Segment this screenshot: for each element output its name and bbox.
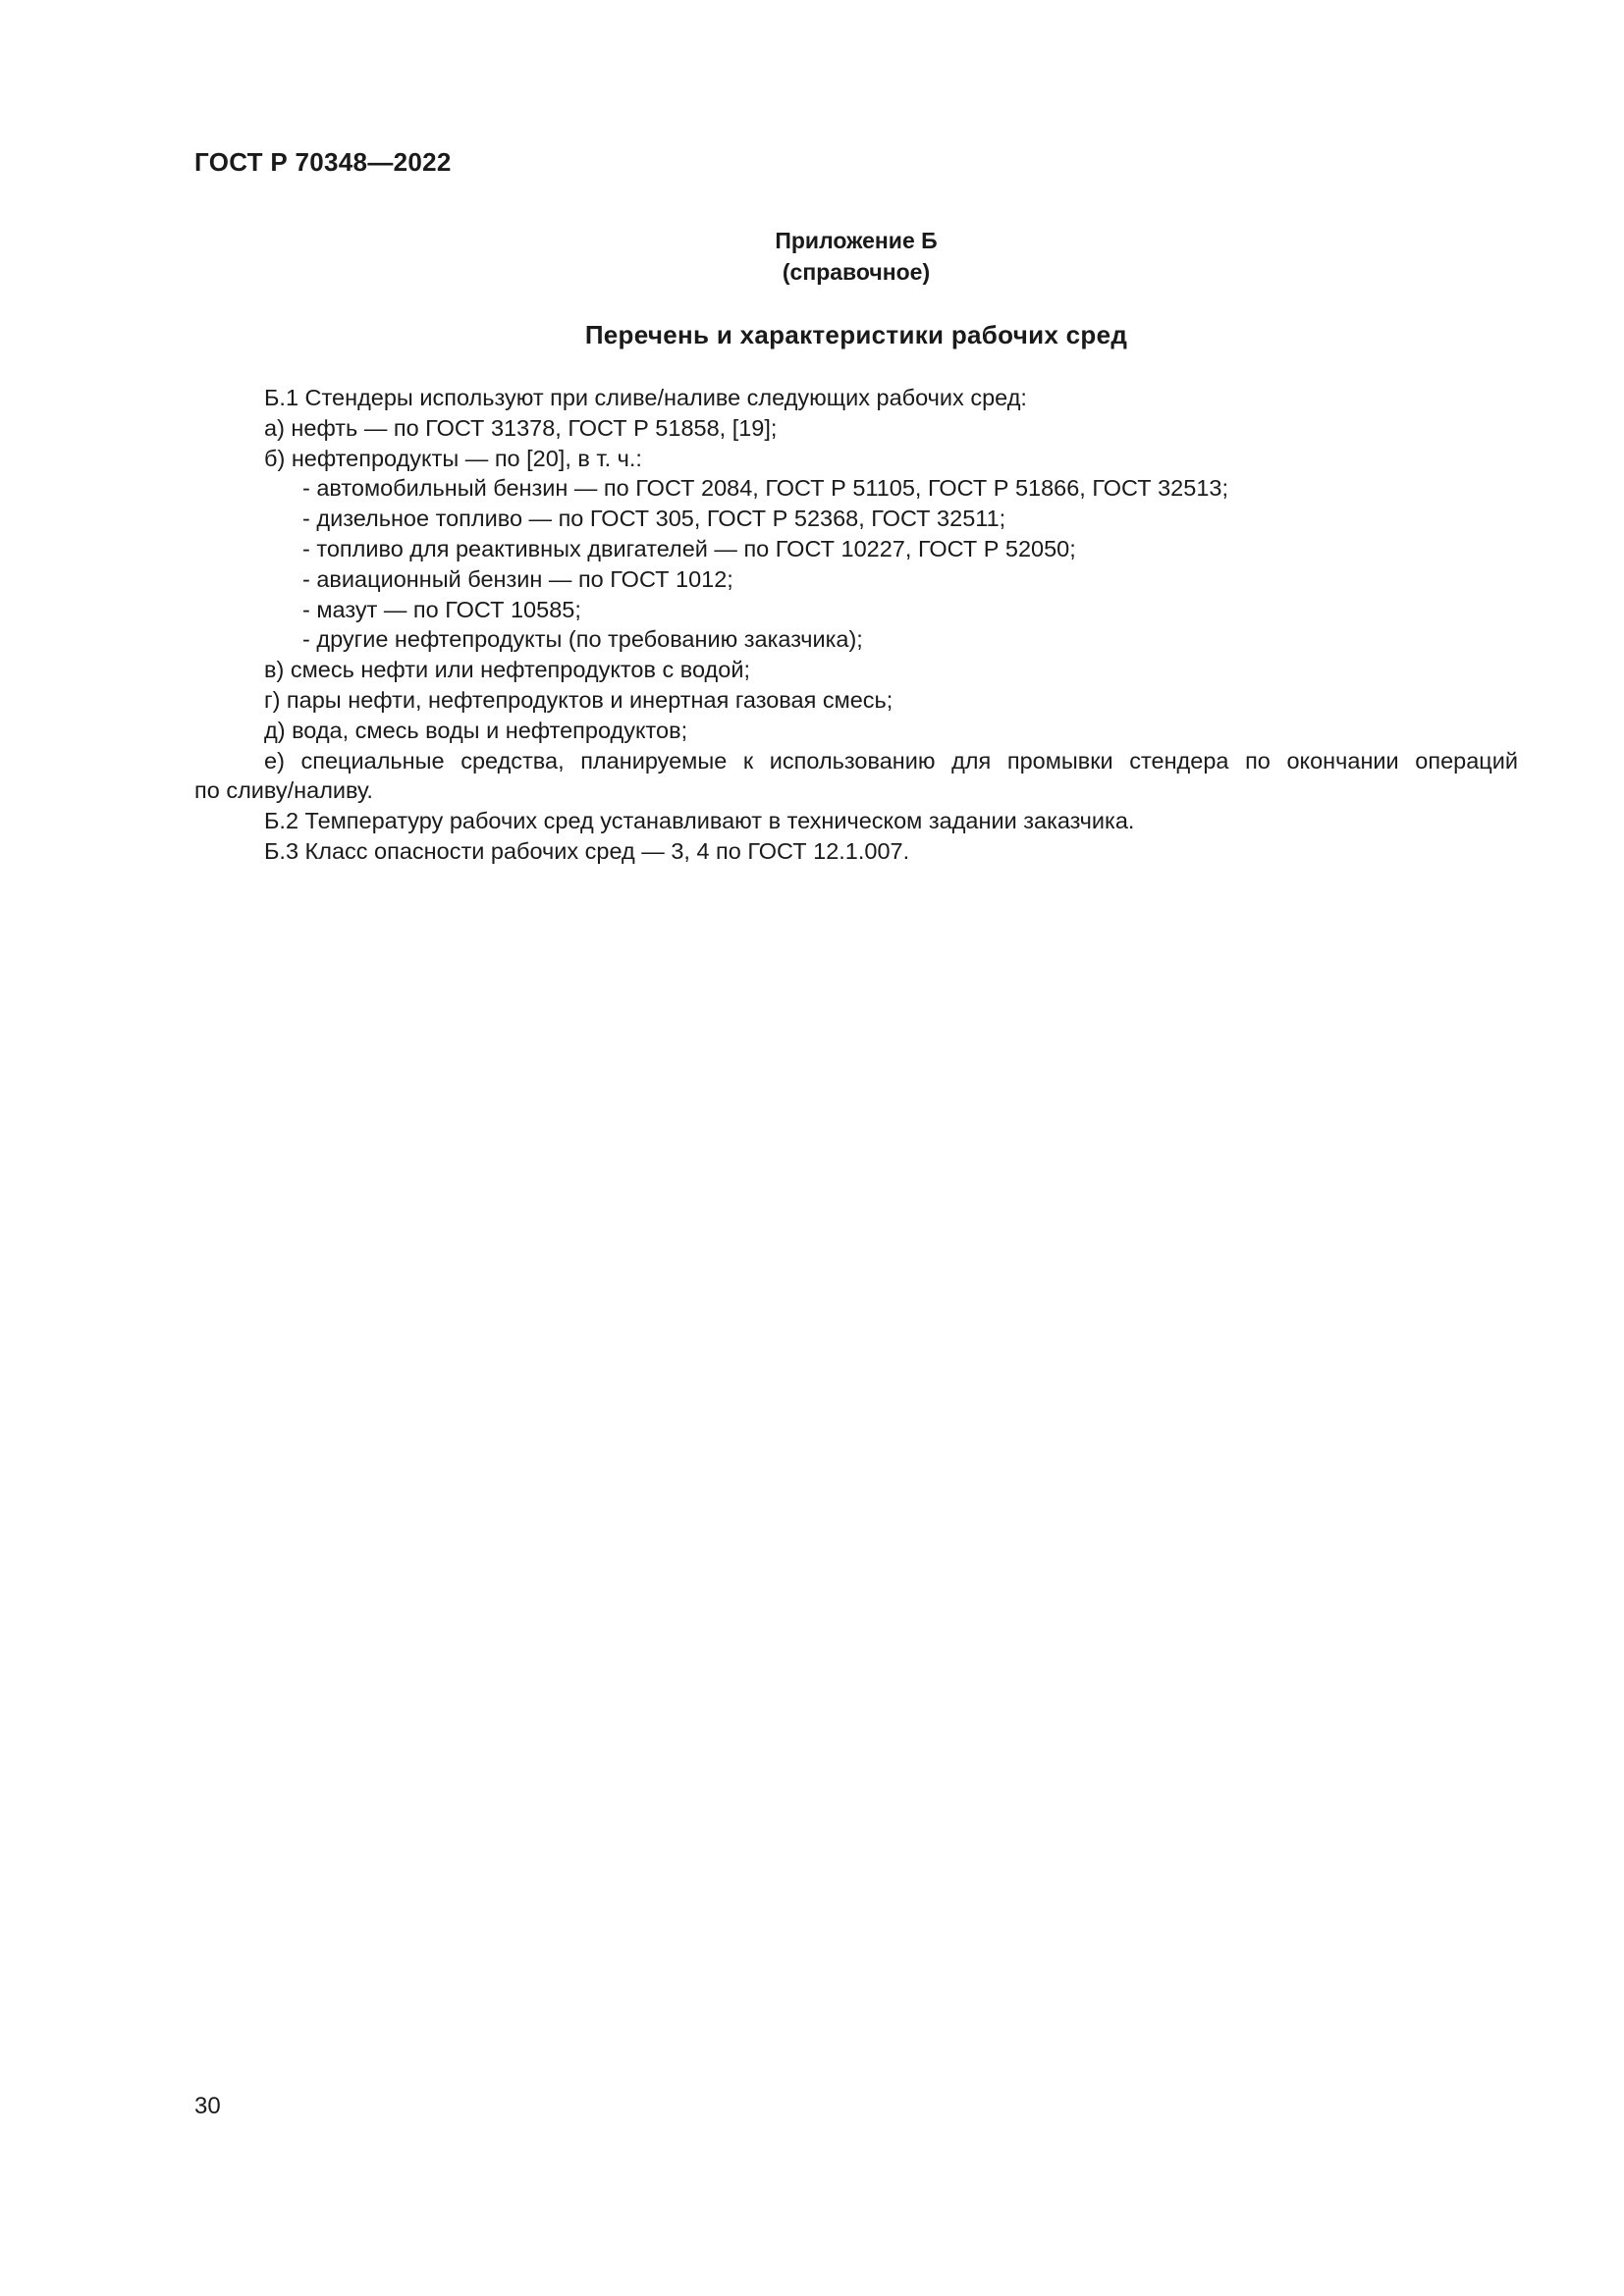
paragraph-b3: Б.3 Класс опасности рабочих сред — 3, 4 по ГОСТ 12.1.007. bbox=[264, 837, 910, 864]
sub-list-item: - авиационный бензин — по ГОСТ 1012; bbox=[302, 565, 733, 592]
list-item-v: в) смесь нефти или нефтепродуктов с водой; bbox=[264, 657, 750, 683]
sub-list-item: - другие нефтепродукты (по требованию заказчика); bbox=[302, 626, 863, 653]
appendix-subtitle: (справочное) bbox=[782, 259, 931, 285]
sub-list-item: - топливо для реактивных двигателей — по ГОСТ 10227, ГОСТ Р 52050; bbox=[302, 535, 1076, 561]
list-item-e-line-1: е) специальные средства, планируемые к использованию для промывки стендера по окончании операций bbox=[264, 747, 1518, 774]
paragraph-b2: Б.2 Температуру рабочих сред устанавливают в техническом задании заказчика. bbox=[264, 808, 1135, 834]
list-item-g: г) пары нефти, нефтепродуктов и инертная газовая смесь; bbox=[264, 686, 893, 713]
list-item-a: а) нефть — по ГОСТ 31378, ГОСТ Р 51858, [19]; bbox=[264, 414, 778, 441]
sub-list-item: - автомобильный бензин — по ГОСТ 2084, ГОСТ Р 51105, ГОСТ Р 51866, ГОСТ 32513; bbox=[302, 475, 1228, 502]
list-item-e-line-2: по сливу/наливу. bbox=[194, 777, 373, 804]
paragraph-b1: Б.1 Стендеры используют при сливе/наливе следующих рабочих сред: bbox=[264, 385, 1027, 410]
appendix-title: Приложение Б bbox=[775, 228, 938, 253]
sub-list-item: - дизельное топливо — по ГОСТ 305, ГОСТ Р 52368, ГОСТ 32511; bbox=[302, 506, 1006, 532]
document-body bbox=[194, 383, 1518, 867]
list-item-b: б) нефтепродукты — по [20], в т. ч.: bbox=[264, 445, 642, 471]
list-item-d: д) вода, смесь воды и нефтепродуктов; bbox=[264, 717, 688, 743]
section-title: Перечень и характеристики рабочих сред bbox=[584, 320, 1128, 349]
sub-list-item: - мазут — по ГОСТ 10585; bbox=[302, 596, 581, 622]
page-number: 30 bbox=[194, 2093, 221, 2119]
document-header: ГОСТ Р 70348—2022 bbox=[194, 147, 452, 177]
